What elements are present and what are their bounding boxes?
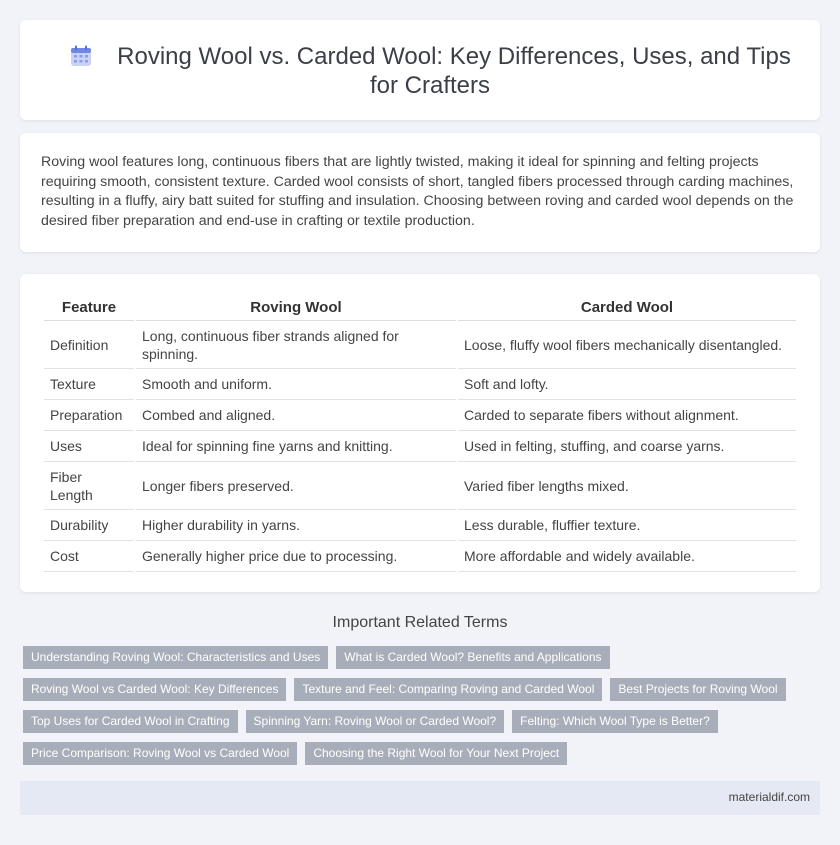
- column-header-roving: Roving Wool: [136, 294, 456, 321]
- roving-cell: Long, continuous fiber strands aligned for spinning.: [136, 321, 456, 369]
- related-term-tag[interactable]: Price Comparison: Roving Wool vs Carded Wool: [23, 742, 297, 765]
- column-header-carded: Carded Wool: [458, 294, 796, 321]
- comparison-table: [42, 294, 798, 572]
- calendar-icon: [69, 44, 93, 68]
- feature-cell: Fiber Length: [44, 462, 134, 510]
- related-term-tag[interactable]: Top Uses for Carded Wool in Crafting: [23, 710, 238, 733]
- footer: [20, 781, 820, 815]
- feature-cell: Cost: [44, 541, 134, 572]
- title-block: [60, 42, 800, 100]
- table-row: [44, 321, 796, 369]
- intro-card: [20, 133, 820, 252]
- roving-cell: Smooth and uniform.: [136, 369, 456, 400]
- table-row: [44, 400, 796, 431]
- column-header-feature: Feature: [44, 294, 134, 321]
- related-terms-list: [23, 646, 813, 774]
- related-term-tag[interactable]: Understanding Roving Wool: Characteristics and Uses: [23, 646, 328, 669]
- table-header-row: [44, 294, 796, 321]
- related-term-tag[interactable]: Texture and Feel: Comparing Roving and Carded Wool: [294, 678, 602, 701]
- carded-cell: Soft and lofty.: [458, 369, 796, 400]
- roving-cell: Longer fibers preserved.: [136, 462, 456, 510]
- table-row: [44, 510, 796, 541]
- carded-cell: Varied fiber lengths mixed.: [458, 462, 796, 510]
- title-card: [20, 20, 820, 120]
- related-terms-heading: Important Related Terms: [332, 614, 508, 631]
- tag-row: [23, 678, 813, 701]
- related-term-tag[interactable]: Choosing the Right Wool for Your Next Project: [305, 742, 567, 765]
- carded-cell: Carded to separate fibers without alignment.: [458, 400, 796, 431]
- comparison-card: [20, 274, 820, 592]
- carded-cell: Used in felting, stuffing, and coarse yarns.: [458, 431, 796, 462]
- page-title: Roving Wool vs. Carded Wool: Key Differences, Uses, and Tips for Crafters: [117, 43, 791, 99]
- feature-cell: Durability: [44, 510, 134, 541]
- carded-cell: Less durable, fluffier texture.: [458, 510, 796, 541]
- tag-row: [23, 646, 813, 669]
- intro-paragraph: Roving wool features long, continuous fibers that are lightly twisted, making it ideal for spinning and felting projects requiring smooth, consistent texture. Carded wool consists of short, tangled fibers processed through carding machines, resulting in a fluffy, airy batt suited for stuffing and insulation. Choosing between roving and carded wool depends on the desired fiber preparation and end-use in crafting or textile production.: [41, 154, 794, 229]
- carded-cell: Loose, fluffy wool fibers mechanically disentangled.: [458, 321, 796, 369]
- roving-cell: Ideal for spinning fine yarns and knitting.: [136, 431, 456, 462]
- table-row: [44, 431, 796, 462]
- related-term-tag[interactable]: What is Carded Wool? Benefits and Applications: [336, 646, 609, 669]
- table-row: [44, 541, 796, 572]
- roving-cell: Generally higher price due to processing.: [136, 541, 456, 572]
- footer-site-name: materialdif.com: [728, 790, 810, 804]
- carded-cell: More affordable and widely available.: [458, 541, 796, 572]
- related-term-tag[interactable]: Roving Wool vs Carded Wool: Key Differences: [23, 678, 286, 701]
- table-row: [44, 369, 796, 400]
- feature-cell: Uses: [44, 431, 134, 462]
- related-term-tag[interactable]: Felting: Which Wool Type is Better?: [512, 710, 718, 733]
- feature-cell: Texture: [44, 369, 134, 400]
- related-term-tag[interactable]: Spinning Yarn: Roving Wool or Carded Wool?: [246, 710, 505, 733]
- table-row: [44, 462, 796, 510]
- feature-cell: Definition: [44, 321, 134, 369]
- tag-row: [23, 710, 813, 733]
- tag-row: [23, 742, 813, 765]
- roving-cell: Combed and aligned.: [136, 400, 456, 431]
- related-term-tag[interactable]: Best Projects for Roving Wool: [610, 678, 785, 701]
- roving-cell: Higher durability in yarns.: [136, 510, 456, 541]
- feature-cell: Preparation: [44, 400, 134, 431]
